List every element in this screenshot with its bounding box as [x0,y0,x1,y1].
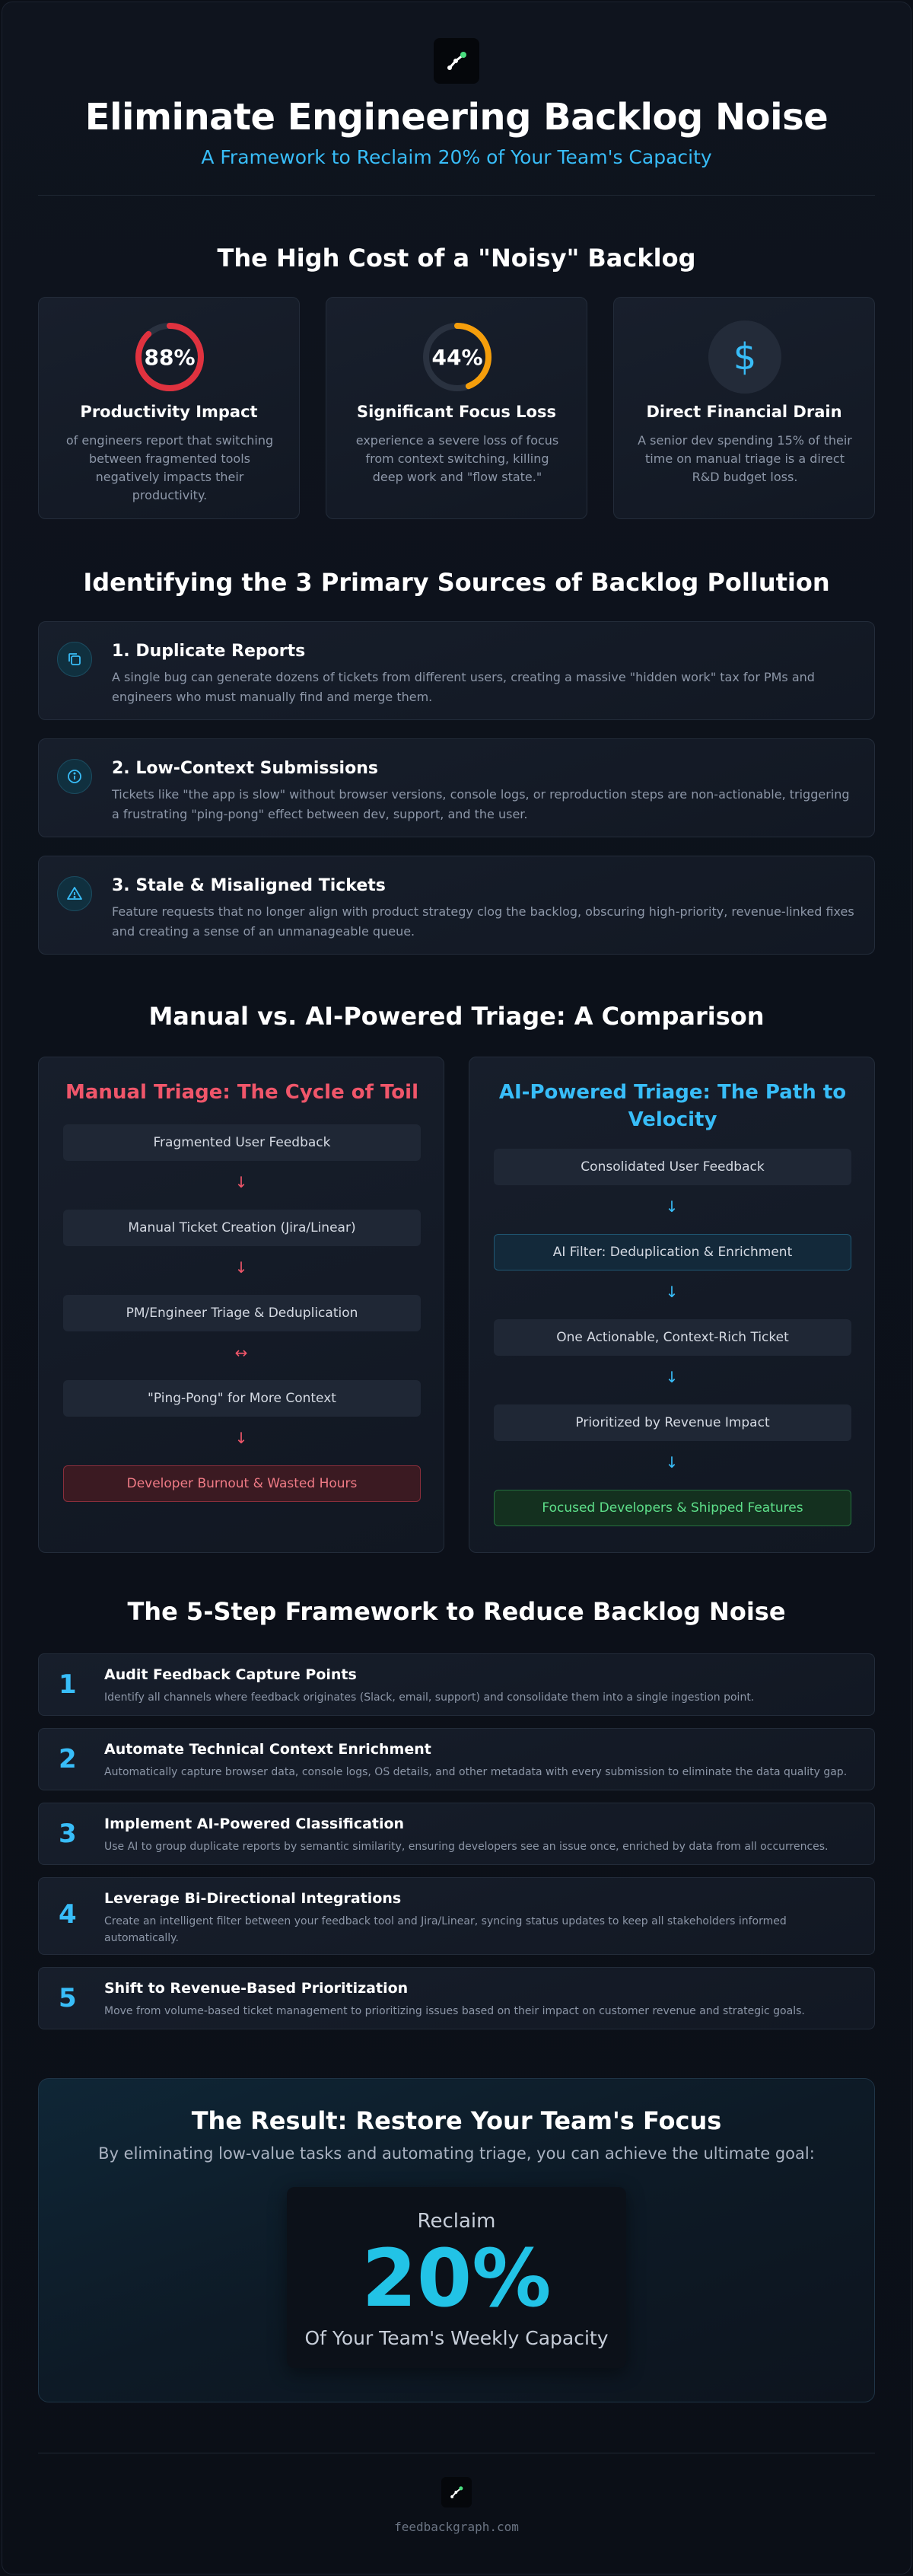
down-arrow-icon: ↓ [234,1173,248,1191]
ai-outcome: Focused Developers & Shipped Features [494,1490,851,1526]
ai-step: Consolidated User Feedback [494,1149,851,1185]
step-description: Move from volume-based ticket management to prioritizing issues based on their impact on customer revenue and strategic goals. [104,2005,805,2017]
step-number: 5 [59,1983,77,2013]
step-title: Implement AI-Powered Classification [104,1816,405,1832]
card-description: of engineers report that switching between fragmented tools negatively impacts their productivity. [65,433,274,502]
stat-value: 44% [431,344,483,370]
source-title: 2. Low-Context Submissions [112,759,378,778]
cost-card-productivity [38,297,300,519]
divider [38,195,875,196]
manual-step: Fragmented User Feedback [63,1124,421,1161]
sources-section-title: Identifying the 3 Primary Sources of Backlog Pollution [83,568,830,597]
manual-step: "Ping-Pong" for More Context [63,1380,421,1417]
step-description: Identify all channels where feedback originates (Slack, email, support) and consolidate them into a single ingestion point. [104,1691,755,1704]
down-arrow-icon: ↓ [665,1453,679,1471]
down-arrow-icon: ↓ [234,1258,248,1277]
logo [434,38,479,84]
step-title: Shift to Revenue-Based Prioritization [104,1980,409,1997]
framework-step [38,1803,875,1865]
step-number: 1 [59,1669,77,1700]
framework-step [38,1877,875,1955]
result-value: 20% [361,2232,552,2325]
page-subtitle: A Framework to Reclaim 20% of Your Team's Capacity [201,146,712,168]
step-number: 4 [59,1899,77,1930]
cost-card-financial [613,297,875,519]
result-panel [38,2078,875,2402]
result-stat-box [287,2187,626,2368]
result-title: The Result: Restore Your Team's Focus [191,2106,722,2135]
page-title: Eliminate Engineering Backlog Noise [84,96,829,139]
framework-step [38,1967,875,2029]
ai-triage-column [469,1057,875,1553]
step-title: Automate Technical Context Enrichment [104,1741,431,1758]
card-description: experience a severe loss of focus from context switching, killing deep work and "flow state." [355,433,559,484]
stat-value: 88% [144,344,196,370]
framework-step [38,1728,875,1790]
step-title: Audit Feedback Capture Points [104,1666,357,1683]
card-title: Significant Focus Loss [357,403,556,421]
manual-step: Manual Ticket Creation (Jira/Linear) [63,1210,421,1246]
step-description: Use AI to group duplicate reports by semantic similarity, ensuring developers see an issue once, enriched by data from all occurrences. [104,1841,829,1853]
step-description: Create an intelligent filter between your feedback tool and Jira/Linear, syncing status updates to keep all stakeholders informed automatically. [104,1915,787,1944]
manual-column-title: Manual Triage: The Cycle of Toil [65,1081,418,1104]
source-title: 1. Duplicate Reports [112,642,306,661]
manual-step: PM/Engineer Triage & Deduplication [63,1295,421,1331]
card-description: A senior dev spending 15% of their time on manual triage is a direct R&D budget loss. [638,433,852,484]
step-title: Leverage Bi-Directional Integrations [104,1890,402,1907]
down-arrow-icon: ↓ [234,1429,248,1447]
card-title: Direct Financial Drain [646,403,842,421]
framework-section-title: The 5-Step Framework to Reduce Backlog Noise [127,1597,786,1626]
framework-step [38,1653,875,1716]
step-number: 3 [59,1819,77,1849]
ai-column-title: AI-Powered Triage: The Path to Velocity [498,1081,847,1131]
graph-node-icon [448,2484,465,2501]
warning-icon [57,876,92,911]
ai-step: Prioritized by Revenue Impact [494,1404,851,1441]
down-arrow-icon: ↓ [665,1368,679,1386]
source-title: 3. Stale & Misaligned Tickets [112,876,386,895]
comparison-section-title: Manual vs. AI-Powered Triage: A Comparison [148,1002,765,1031]
cost-section-title: The High Cost of a "Noisy" Backlog [217,244,696,273]
footer-url-link[interactable]: feedbackgraph.com [394,2520,519,2534]
source-description: Feature requests that no longer align with product strategy clog the backlog, obscuring high-priority, revenue-linked fixes and creating a sense of an unmanageable queue. [112,904,854,939]
result-reclaim-label: Reclaim [417,2210,496,2233]
ai-filter-step: AI Filter: Deduplication & Enrichment [494,1234,851,1270]
source-item-low-context [38,738,875,837]
manual-outcome: Developer Burnout & Wasted Hours [63,1465,421,1502]
source-description: A single bug can generate dozens of tickets from different users, creating a massive "hidden work" tax for PMs and engineers who must manually find and merge them. [112,670,815,704]
down-arrow-icon: ↓ [665,1197,679,1216]
step-number: 2 [59,1744,77,1774]
step-description: Automatically capture browser data, console logs, OS details, and other metadata with every submission to eliminate the data quality gap. [104,1766,848,1778]
down-arrow-icon: ↓ [665,1283,679,1301]
result-subtitle: By eliminating low-value tasks and automating triage, you can achieve the ultimate goal: [98,2144,815,2163]
info-icon [57,759,92,794]
graph-node-icon [444,48,469,74]
bidirectional-arrow-icon: ↔ [234,1344,248,1362]
ai-step: One Actionable, Context-Rich Ticket [494,1319,851,1356]
footer-logo [441,2477,472,2507]
dollar-icon: $ [708,320,781,394]
manual-triage-column [38,1057,444,1553]
result-caption: Of Your Team's Weekly Capacity [304,2327,609,2349]
source-description: Tickets like "the app is slow" without browser versions, console logs, or reproduction steps are non-actionable, triggering a frustrating "ping-pong" effect between dev, support, and the user. [112,787,850,821]
cost-card-focus [326,297,587,519]
source-item-duplicates [38,621,875,720]
card-title: Productivity Impact [80,403,258,421]
copy-icon [57,642,92,677]
source-item-stale [38,856,875,955]
